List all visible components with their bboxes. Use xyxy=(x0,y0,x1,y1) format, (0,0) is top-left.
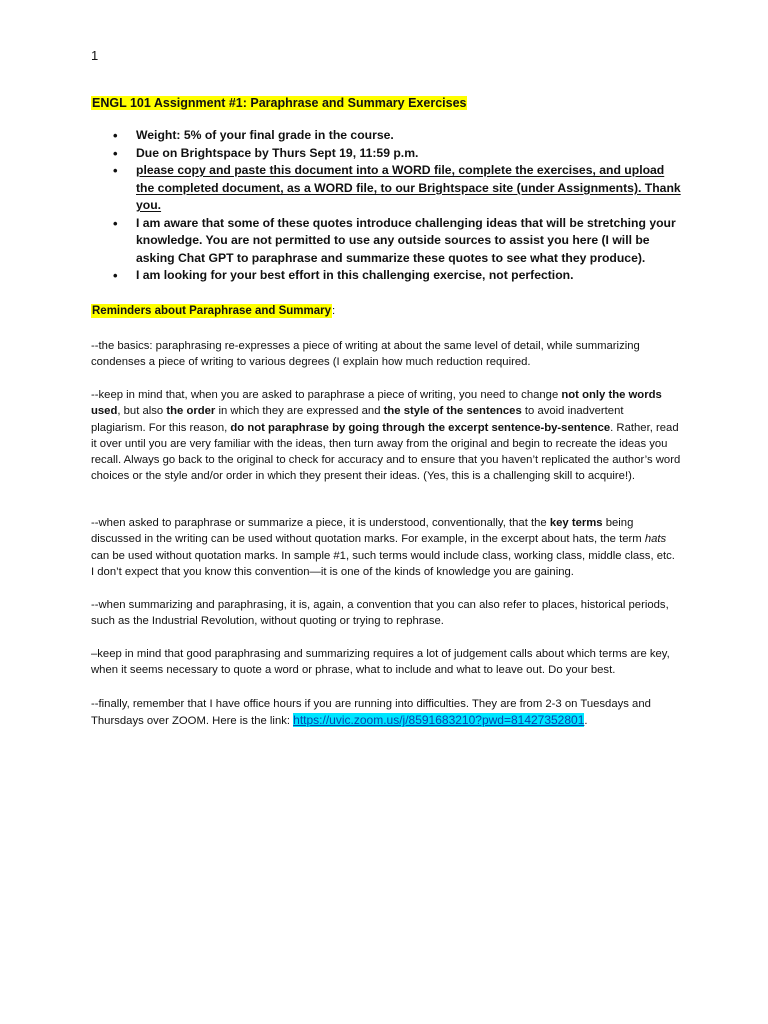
paragraph-places: --when summarizing and paraphrasing, it is, again, a convention that you can also refer to places, historical periods, such as the Industrial Revolution, without quoting or trying to rephrase. xyxy=(91,599,669,628)
list-item: • I am looking for your best effort in this challenging exercise, not perfection. xyxy=(91,267,681,285)
reminders-heading: Reminders about Paraphrase and Summary: xyxy=(92,305,336,317)
requirements-list xyxy=(91,127,681,285)
paragraph-basics: --the basics: paraphrasing re-expresses a piece of writing at about the same level of detail, while summarizing condenses a piece of writing to various degrees (I explain how much reduction required. xyxy=(91,340,640,369)
assignment-title: ENGL 101 Assignment #1: Paraphrase and Summary Exercises xyxy=(92,96,467,110)
list-item: • I am aware that some of these quotes introduce challenging ideas that will be stretching your knowledge. You are not permitted to use any outside sources to assist you here (I will be asking Chat GPT to paraphrase and summarize these quotes to see what they produce). xyxy=(91,215,681,268)
list-item: • please copy and paste this document into a WORD file, complete the exercises, and upload the completed document, as a WORD file, to our Brightspace site (under Assignments). Thank you. xyxy=(91,162,681,215)
paragraph-office-hours: --finally, remember that I have office hours if you are running into difficulties. They are from 2-3 on Tuesdays and Thursdays over ZOOM. Here is the link: https://uvic.zoom.us/j/8591683210?pwd=81427352801. xyxy=(91,698,651,728)
paragraph-judgement: –keep in mind that good paraphrasing and summarizing requires a lot of judgement calls about which terms are key, when it seems necessary to quote a word or phrase, what to include and what to leave out. Do your best. xyxy=(91,648,670,677)
paragraph-key-terms: --when asked to paraphrase or summarize a piece, it is understood, conventionally, that the key terms being discussed in the writing can be used without quotation marks. For example, in the excerpt about hats, the term hats can be used without quotation marks. In sample #1, such terms would include class, working class, middle class, etc. I don’t expect that you know this convention—it is one of the kinds of knowledge you are gaining. xyxy=(91,517,675,578)
zoom-link[interactable]: https://uvic.zoom.us/j/8591683210?pwd=81427352801 xyxy=(293,713,585,728)
page-number: 1 xyxy=(91,48,99,63)
title-block xyxy=(91,94,467,112)
list-item: • Due on Brightspace by Thurs Sept 19, 11:59 p.m. xyxy=(91,145,681,163)
reminders-heading-text: Reminders about Paraphrase and Summary xyxy=(92,305,332,317)
list-item: • Weight: 5% of your final grade in the course. xyxy=(91,127,681,145)
paragraph-keep-in-mind: --keep in mind that, when you are asked to paraphrase a piece of writing, you need to change not only the words used, but also the order in which they are expressed and the style of the sentences to avoid inadvertent plagiarism. For this reason, do not paraphrase by going through the excerpt sentence-by-sentence. Rather, read it over until you are very familiar with the ideas, then turn away from the original and begin to recreate the ideas you recall. Always go back to the original to check for accuracy and to ensure that you haven’t replicated the author’s word choices or the style and/or order in which they present their ideas. (Yes, this is a challenging skill to acquire!). xyxy=(91,389,681,483)
